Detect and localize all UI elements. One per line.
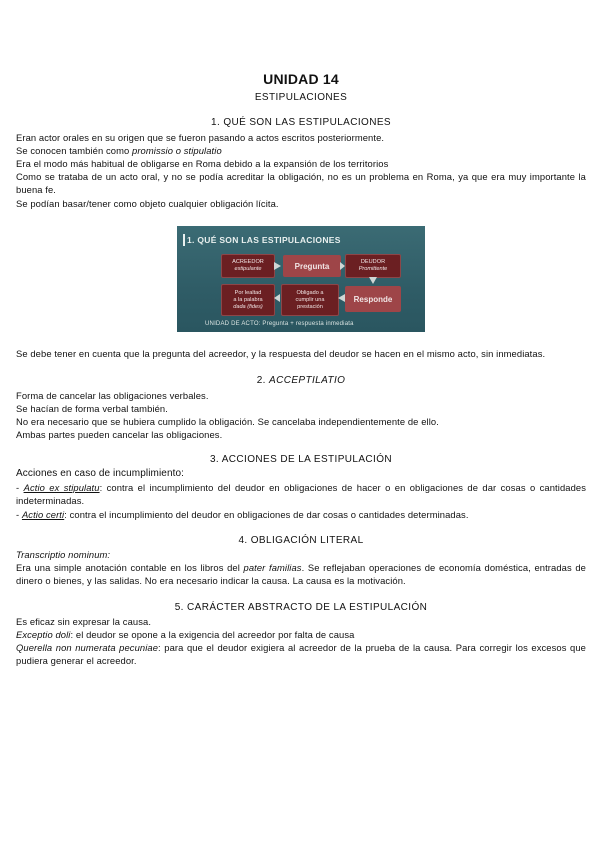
- section-2-line-3: No era necesario que se hubiera cumplido la obligación. Se cancelaba independientemente de ello.: [16, 416, 439, 427]
- lealtad-box: Por lealtad a la palabra dada (fides): [221, 284, 275, 316]
- slide-footer: UNIDAD DE ACTO: Pregunta + respuesta inmediata: [205, 321, 354, 327]
- section-3-heading: 3. ACCIONES DE LA ESTIPULACIÓN: [209, 454, 393, 465]
- section-5-line-3: Querella non numerata pecuniae: para que el deudor exigiera al acreedor de la prueba de la causa. Para corregir los excesos que pudiera generar el acreedor.: [16, 642, 586, 666]
- section-3-bullet-1: - Actio ex stipulatu: contra el incumplimiento del deudor en obligaciones de hacer o en obligaciones de dar cosas o cantidades indeterminadas.: [16, 482, 586, 506]
- section-1-after-diagram: Se debe tener en cuenta que la pregunta del acreedor, y la respuesta del deudor se hacen en el mismo acto, sin inmediatas.: [16, 348, 546, 359]
- obligado-box: Obligado a cumplir una prestación: [281, 284, 339, 316]
- section-3-bullet-2: - Actio certi: contra el incumplimiento del deudor en obligaciones de dar cosas o cantidades determinadas.: [16, 509, 469, 520]
- section-5-heading: 5. CARÁCTER ABSTRACTO DE LA ESTIPULACIÓN: [174, 602, 428, 613]
- page-title: UNIDAD 14: [263, 71, 339, 87]
- section-5-line-2: Exceptio doli: el deudor se opone a la exigencia del acreedor por falta de causa: [16, 629, 355, 640]
- section-2-line-2: Se hacían de forma verbal también.: [16, 403, 168, 414]
- slide-title: 1. QUÉ SON LAS ESTIPULACIONES: [187, 235, 341, 245]
- section-3-intro: Acciones en caso de incumplimiento:: [16, 468, 185, 479]
- section-1-line-5: Se podían basar/tener como objeto cualquier obligación lícita.: [16, 198, 279, 209]
- section-4-term: Transcriptio nominum:: [16, 549, 111, 560]
- arrow-left-icon: [274, 294, 280, 302]
- section-1-line-1: Eran actor orales en su origen que se fueron pasando a actos escritos posteriormente.: [16, 132, 385, 143]
- section-2-line-4: Ambas partes pueden cancelar las obligaciones.: [16, 429, 223, 440]
- arrow-left-icon: [338, 294, 345, 302]
- section-2-heading: 2. ACCEPTILATIO: [256, 375, 346, 386]
- arrow-right-icon: [340, 262, 345, 270]
- section-1-line-4: Como se trataba de un acto oral, y no se podía acreditar la obligación, no es un problema en Roma, ya que era muy importante la buena fe.: [16, 171, 586, 195]
- deudor-box: DEUDOR Promittente: [345, 254, 401, 278]
- stipulation-diagram-image: [177, 226, 425, 332]
- section-1-line-3: Era el modo más habitual de obligarse en Roma debido a la expansión de los territorios: [16, 158, 389, 169]
- section-1-heading: 1. QUÉ SON LAS ESTIPULACIONES: [211, 117, 391, 128]
- acreedor-box: ACREEDOR estipulante: [221, 254, 275, 278]
- arrow-down-icon: [369, 277, 377, 284]
- section-2-line-1: Forma de cancelar las obligaciones verbales.: [16, 390, 209, 401]
- section-4-text: Era una simple anotación contable en los libros del pater familias. Se reflejaban operaciones de economía doméstica, entradas de dinero o bienes, y las salidas. No era necesario indicar la causa. La causa es la motivación.: [16, 562, 586, 586]
- slide-accent-bar: [183, 234, 185, 246]
- arrow-right-icon: [274, 262, 281, 270]
- section-4-heading: 4. OBLIGACIÓN LITERAL: [238, 535, 364, 546]
- section-5-line-1: Es eficaz sin expresar la causa.: [16, 616, 152, 627]
- section-1-line-2: Se conocen también como promissio o stipulatio: [16, 145, 222, 156]
- page-subtitle: ESTIPULACIONES: [254, 92, 348, 103]
- pregunta-box: Pregunta: [283, 255, 341, 277]
- responde-box: Responde: [345, 286, 401, 312]
